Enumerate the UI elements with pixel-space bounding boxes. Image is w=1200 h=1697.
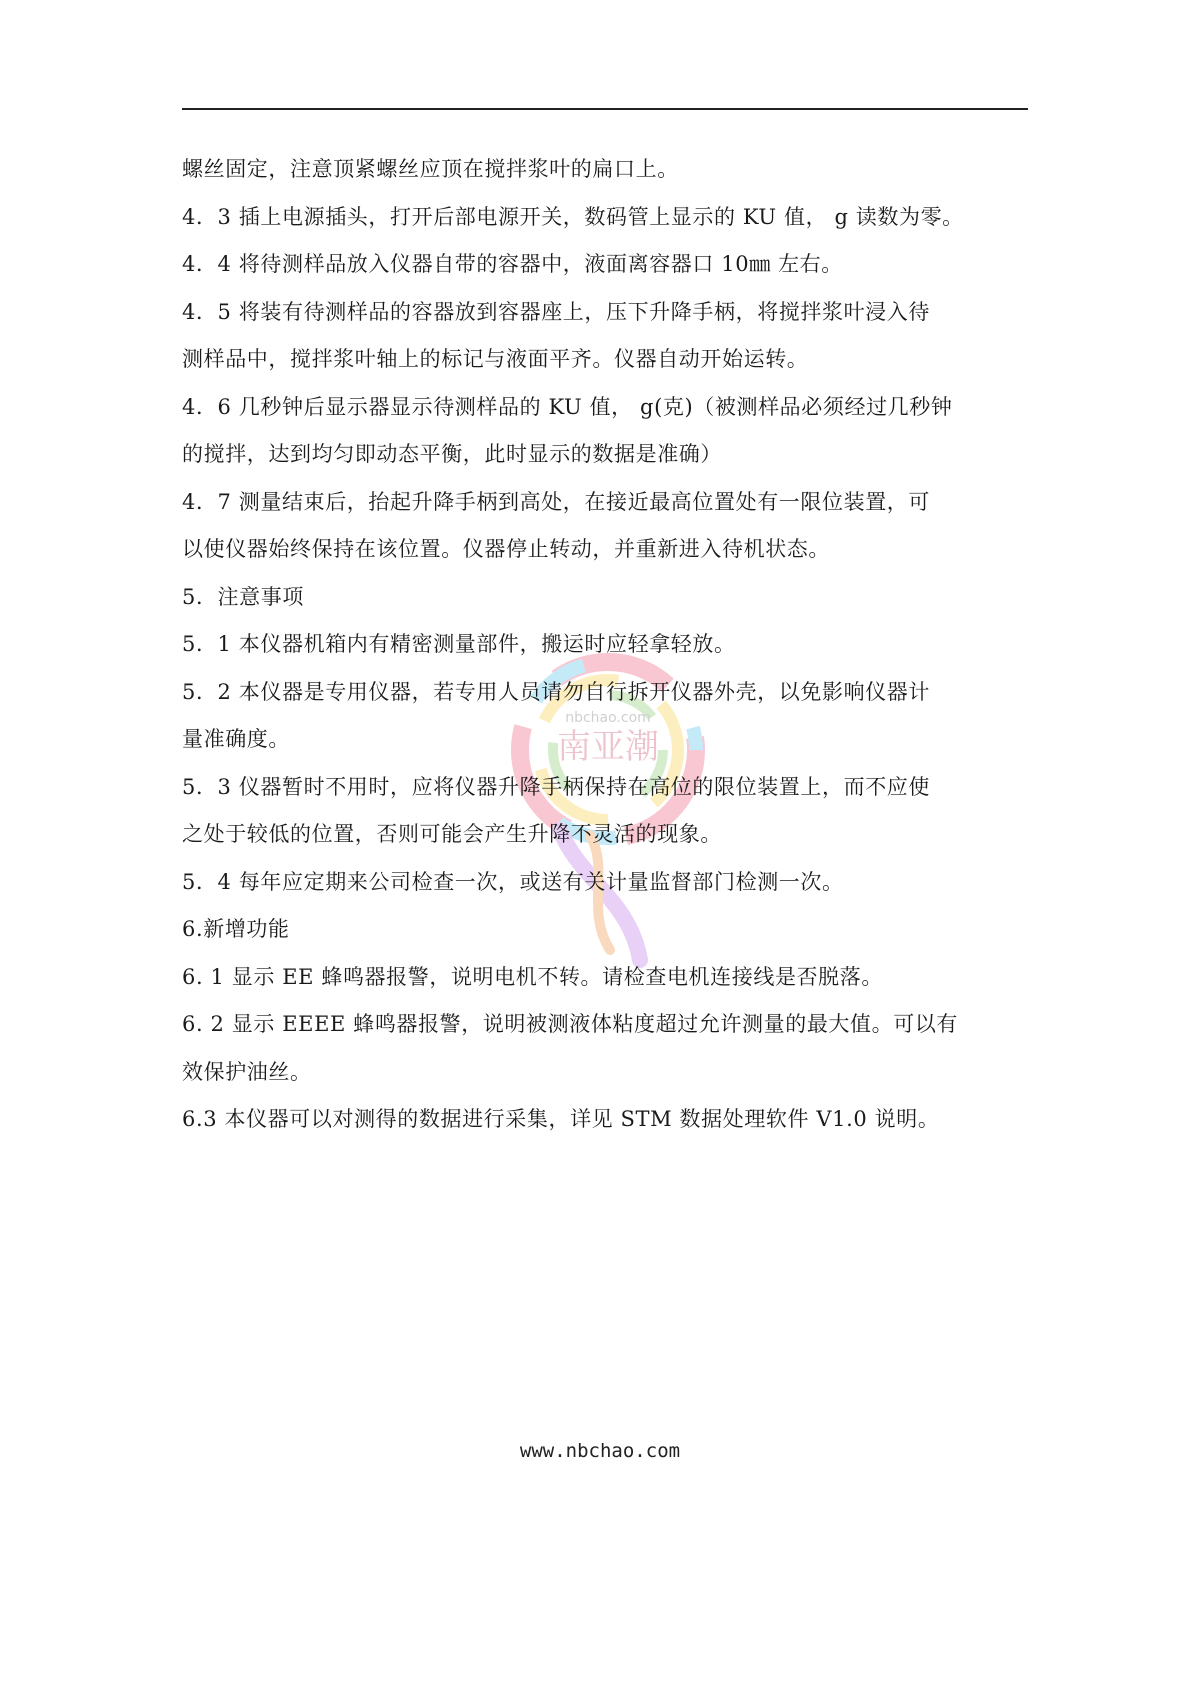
text-line: 5．注意事项 [182,584,304,609]
text-line: 螺丝固定，注意顶紧螺丝应顶在搅拌浆叶的扁口上。 [182,157,679,181]
text-line: 4．4 将待测样品放入仪器自带的容器中，液面离容器口 10㎜ 左右。 [182,252,843,276]
text-line: 效保护油丝。 [182,1059,312,1084]
text-line: 6.新增功能 [182,917,290,941]
text-line: 6.3 本仪器可以对测得的数据进行采集，详见 STM 数据处理软件 V1.0 说明。 [182,1107,940,1131]
text-line: 5．3 仪器暂时不用时，应将仪器升降手柄保持在高位的限位装置上，而不应使 [182,774,930,799]
text-line: 测样品中，搅拌浆叶轴上的标记与液面平齐。仪器自动开始运转。 [182,347,809,371]
watermark-logo-text: 南亚潮 [557,727,659,767]
text-line: 以使仪器始终保持在该位置。仪器停止转动，并重新进入待机状态。 [182,537,830,561]
text-line: 6. 1 显示 EE 蜂鸣器报警，说明电机不转。请检查电机连接线是否脱落。 [182,964,883,989]
text-line: 4．5 将装有待测样品的容器放到容器座上，压下升降手柄，将搅拌浆叶浸入待 [182,299,930,324]
document-body [182,146,1028,1144]
text-line: 4．7 测量结束后，抬起升降手柄到高处，在接近最高位置处有一限位装置，可 [182,489,930,514]
text-line: 5．1 本仪器机箱内有精密测量部件，搬运时应轻拿轻放。 [182,632,736,656]
watermark-logo-subtext: nbchao.com [565,710,651,726]
text-line: 4．6 几秒钟后显示器显示待测样品的 KU 值， g(克)（被测样品必须经过几秒钟 [182,394,953,419]
text-line: 的搅拌，达到均匀即动态平衡，此时显示的数据是准确） [182,442,722,466]
text-line: 之处于较低的位置，否则可能会产生升降不灵活的现象。 [182,822,722,846]
text-line: 量准确度。 [182,727,290,751]
header-rule [182,108,1028,110]
text-line: 5．2 本仪器是专用仪器，若专用人员请勿自行拆开仪器外壳，以免影响仪器计 [182,679,930,704]
text-line: 6. 2 显示 EEEE 蜂鸣器报警，说明被测液体粘度超过允许测量的最大值。可以有 [182,1012,959,1036]
footer-url: www.nbchao.com [519,1440,681,1462]
text-line: 4．3 插上电源插头，打开后部电源开关，数码管上显示的 KU 值， g 读数为零。 [182,204,964,229]
text-line: 5．4 每年应定期来公司检查一次，或送有关计量监督部门检测一次。 [182,869,844,894]
